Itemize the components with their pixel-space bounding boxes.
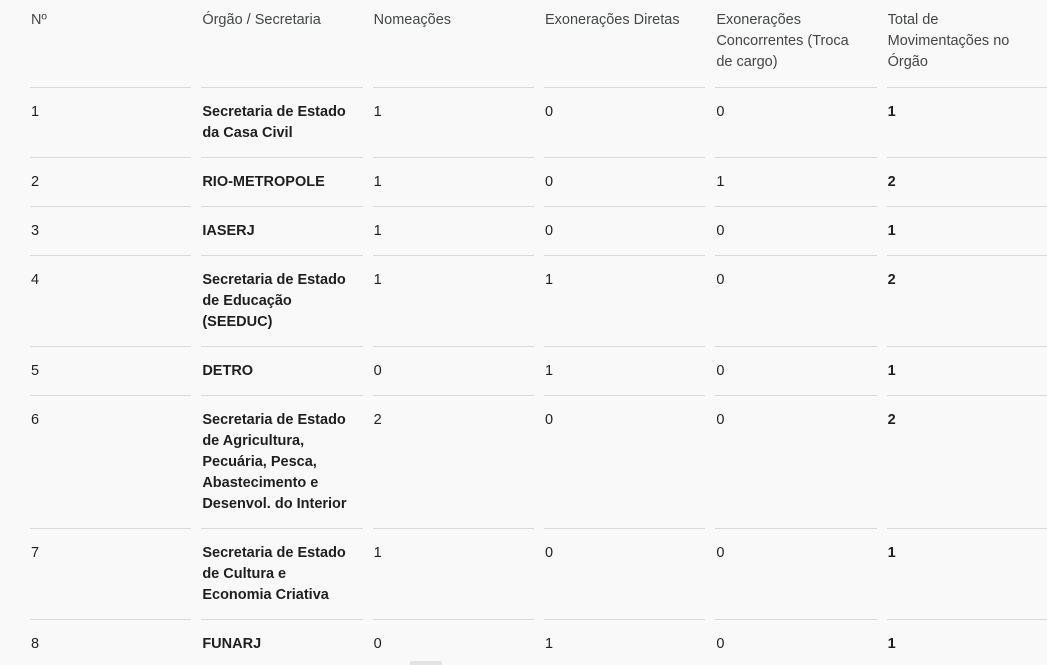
cell-nomeacoes: 1 <box>373 529 534 620</box>
table-header <box>30 0 1047 88</box>
cell-nomeacoes: 0 <box>373 347 534 396</box>
table-row <box>30 207 1047 256</box>
cell-total: 2 <box>887 158 1047 207</box>
table-row <box>30 158 1047 207</box>
table-row <box>30 256 1047 347</box>
cell-exoneracoes-concorrentes: 1 <box>715 158 876 207</box>
cell-numero: 2 <box>30 158 191 207</box>
header-total: Total de Movimentações no Órgão <box>887 0 1047 88</box>
table-row <box>30 529 1047 620</box>
cell-nomeacoes: 1 <box>373 88 534 158</box>
cell-numero: 3 <box>30 207 191 256</box>
cell-total: 1 <box>887 529 1047 620</box>
cell-nomeacoes: 1 <box>373 256 534 347</box>
header-nomeacoes: Nomeações <box>373 0 534 88</box>
cell-exoneracoes-concorrentes: 0 <box>716 636 725 652</box>
header-orgao: Órgão / Secretaria <box>201 0 362 88</box>
cell-orgao: Secretaria de Estado de Educação (SEEDUC) <box>201 256 362 347</box>
cell-exoneracoes-concorrentes: 0 <box>715 529 876 620</box>
cell-numero: 6 <box>30 396 191 529</box>
cell-nomeacoes: 2 <box>373 396 534 529</box>
cell-numero: 4 <box>30 256 191 347</box>
cell-nomeacoes: 0 <box>373 636 382 652</box>
cell-total: 1 <box>887 636 896 652</box>
cell-orgao: IASERJ <box>201 207 362 256</box>
cell-orgao: Secretaria de Estado da Casa Civil <box>201 88 362 158</box>
header-exoneracoes-concorrentes: Exonerações Concorrentes (Troca de cargo) <box>715 0 876 88</box>
cell-total: 1 <box>887 347 1047 396</box>
cell-total: 2 <box>887 396 1047 529</box>
scroll-handle[interactable] <box>410 661 442 665</box>
cell-nomeacoes: 1 <box>373 207 534 256</box>
cell-orgao: RIO-METROPOLE <box>201 158 362 207</box>
cell-orgao: Secretaria de Estado de Agricultura, Pecuária, Pesca, Abastecimento e Desenvol. do Interior <box>201 396 362 529</box>
cell-exoneracoes-diretas: 1 <box>544 347 705 396</box>
cell-exoneracoes-concorrentes: 0 <box>715 207 876 256</box>
header-exoneracoes-diretas: Exonerações Diretas <box>544 0 705 88</box>
cell-exoneracoes-diretas: 0 <box>544 529 705 620</box>
cell-exoneracoes-concorrentes: 0 <box>715 88 876 158</box>
table-row <box>30 620 1047 665</box>
cell-nomeacoes: 1 <box>373 158 534 207</box>
cell-numero: 8 <box>31 636 40 652</box>
table-row <box>30 347 1047 396</box>
cell-total: 1 <box>887 88 1047 158</box>
cell-exoneracoes-concorrentes: 0 <box>715 256 876 347</box>
cell-exoneracoes-diretas: 0 <box>544 158 705 207</box>
movimentacoes-table <box>20 0 1047 665</box>
cell-exoneracoes-diretas: 1 <box>544 256 705 347</box>
cell-exoneracoes-concorrentes: 0 <box>715 396 876 529</box>
table-body <box>30 88 1047 665</box>
cell-total: 2 <box>887 256 1047 347</box>
header-row <box>30 0 1047 88</box>
cell-total: 1 <box>887 207 1047 256</box>
table-row <box>30 396 1047 529</box>
cell-exoneracoes-diretas: 0 <box>544 207 705 256</box>
cell-exoneracoes-diretas: 0 <box>544 396 705 529</box>
cell-exoneracoes-diretas: 1 <box>544 636 554 652</box>
cell-numero: 5 <box>30 347 191 396</box>
cell-numero: 1 <box>30 88 191 158</box>
header-numero: Nº <box>30 0 191 88</box>
cell-orgao: Secretaria de Estado de Cultura e Economia Criativa <box>201 529 362 620</box>
cell-exoneracoes-diretas: 0 <box>544 88 705 158</box>
cell-numero: 7 <box>30 529 191 620</box>
cell-orgao: DETRO <box>201 347 362 396</box>
cell-orgao: FUNARJ <box>202 636 262 652</box>
table-row <box>30 88 1047 158</box>
cell-exoneracoes-concorrentes: 0 <box>715 347 876 396</box>
